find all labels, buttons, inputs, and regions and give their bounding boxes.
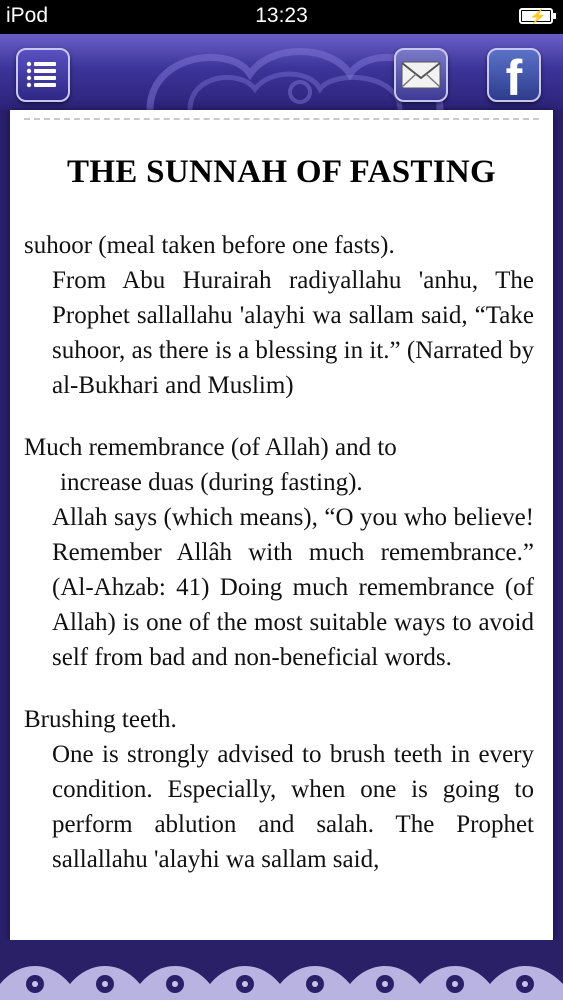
section-heading: Brushing teeth. [24,706,177,733]
footer-ornament [0,940,563,1000]
header-ornament [0,34,563,110]
section-body: One is strongly advised to brush teeth in every condition. Especially, when one is going to perform ablution and salah. The Prophet sallallahu 'alayhi wa sallam said, [52,741,534,873]
facebook-button[interactable] [487,48,541,106]
menu-button[interactable] [16,48,70,102]
list-menu-icon [18,50,68,100]
section-body: From Abu Hurairah radiyallahu 'anhu, The Prophet sallallahu 'alayhi wa sallam said, “Take suhoor, as there is a blessing in it.” (Narrated by al-Bukhari and Muslim) [52,267,534,399]
email-button[interactable] [394,48,448,102]
envelope-icon [396,50,446,100]
facebook-icon: f [505,50,523,106]
section-body: Allah says (which means), “O you who believe! Remember Allâh with much remembrance.” (Al-Ahzab: 41) Doing much remembrance (of Allah) is one of the most suitable ways to avoid self from bad and non-beneficial words. [52,504,534,671]
section-heading-continued: increase duas (during fasting). [60,469,363,496]
footer-pattern [0,940,563,1000]
section-heading: Much remembrance (of Allah) and to [24,434,397,461]
section-heading: suhoor (meal taken before one fasts). [24,232,395,259]
clock: 13:23 [255,4,308,27]
header-bar [0,34,563,110]
battery-charging-icon: ⚡ [519,8,553,24]
article-content [24,228,534,877]
dashed-divider [24,118,539,120]
carrier-label: iPod [6,4,49,27]
status-bar [0,0,563,34]
article-page [10,110,553,940]
page-title: THE SUNNAH OF FASTING [67,154,496,190]
